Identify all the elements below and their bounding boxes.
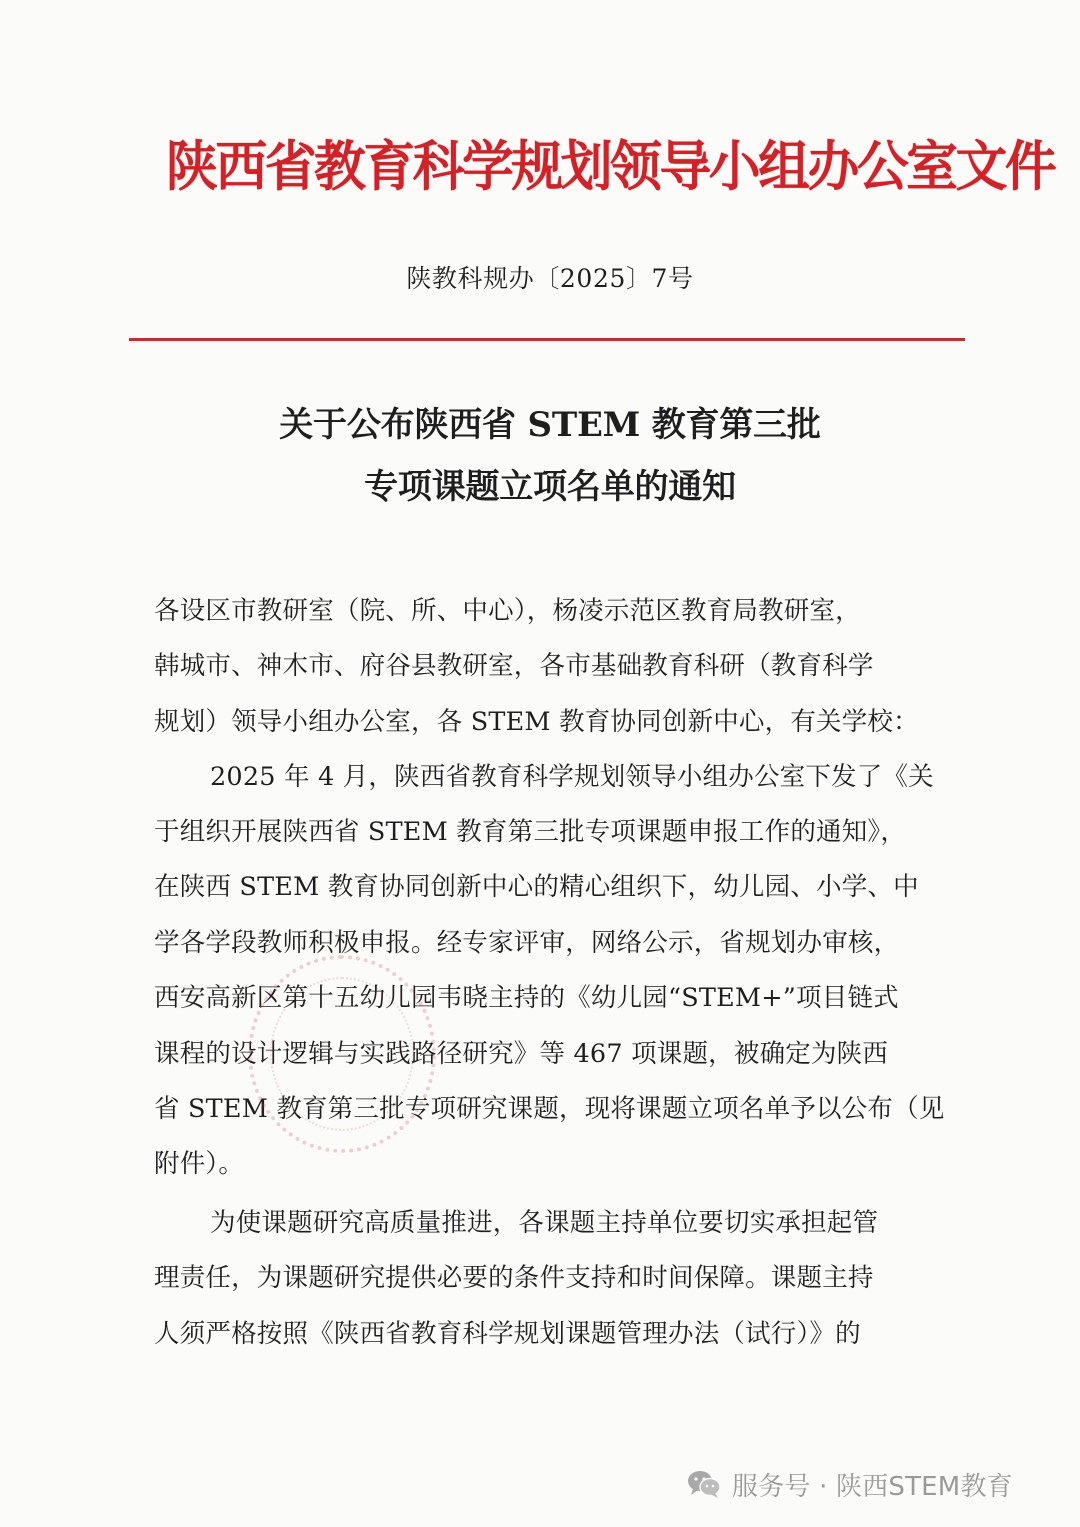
notice-title-line-2: 专项课题立项名单的通知: [364, 467, 736, 507]
body-line: 学各学段教师积极申报。经专家评审，网络公示，省规划办审核，: [154, 928, 900, 958]
wechat-icon: [686, 1469, 722, 1499]
body-line: 在陕西 STEM 教育协同创新中心的精心组织下，幼儿园、小学、中: [154, 872, 919, 902]
body-line: 附件）。: [154, 1149, 245, 1179]
body-line: 各设区市教研室（院、所、中心），杨凌示范区教育局教研室，: [154, 596, 861, 626]
red-divider-line: [129, 338, 965, 341]
watermark-text: 服务号 · 陕西STEM教育: [732, 1471, 1013, 1502]
body-line: 西安高新区第十五幼儿园韦晓主持的《幼儿园“STEM+”项目链式: [154, 983, 899, 1013]
body-line: 理责任，为课题研究提供必要的条件支持和时间保障。课题主持: [154, 1263, 874, 1293]
account-watermark: [686, 1462, 1013, 1506]
body-line: 课程的设计逻辑与实践路径研究》等 467 项课题，被确定为陕西: [154, 1039, 889, 1069]
body-line: 韩城市、神木市、府谷县教研室，各市基础教育科研（教育科学: [154, 651, 874, 681]
body-line: 省 STEM 教育第三批专项研究课题，现将课题立项名单予以公布（见: [154, 1094, 945, 1124]
body-line: 于组织开展陕西省 STEM 教育第三批专项课题申报工作的通知》，: [154, 817, 907, 847]
notice-title-line-1: 关于公布陕西省 STEM 教育第三批: [279, 405, 821, 445]
body-line: 人须严格按照《陕西省教育科学规划课题管理办法（试行）》的: [154, 1319, 861, 1349]
document-header-title: 陕西省教育科学规划领导小组办公室文件: [166, 134, 1055, 198]
document-number: 陕教科规办〔2025〕7号: [406, 264, 694, 293]
body-line: 2025 年 4 月，陕西省教育科学规划领导小组办公室下发了《关: [210, 762, 934, 792]
body-line: 为使课题研究高质量推进，各课题主持单位要切实承担起管: [210, 1208, 879, 1238]
body-line: 规划）领导小组办公室，各 STEM 教育协同创新中心，有关学校：: [154, 707, 919, 737]
